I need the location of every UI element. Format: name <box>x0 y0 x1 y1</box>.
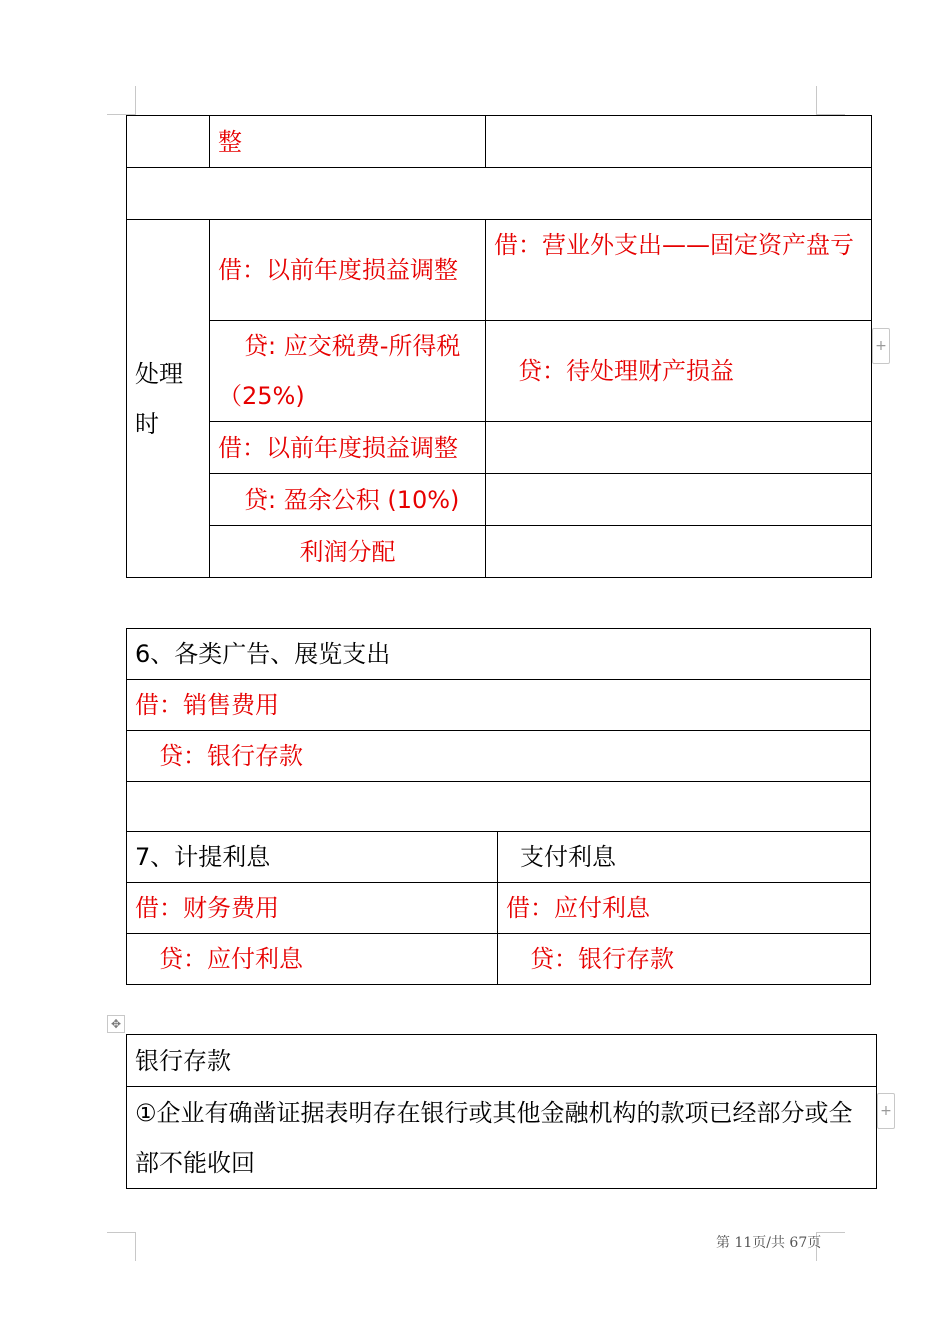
side-label: 处理时 <box>127 220 210 578</box>
table-row-content: ①企业有确凿证据表明存在银行或其他金融机构的款项已经部分或全部不能收回 <box>127 1087 877 1189</box>
crop-mark-top-left <box>107 86 136 115</box>
table-cell: 贷: 应交税费-所得税（25%) <box>210 321 486 422</box>
table-row-title: 6、各类广告、展览支出 <box>127 629 871 680</box>
accrue-interest-title: 7、计提利息 <box>127 832 498 883</box>
table-cell: 整 <box>210 116 486 168</box>
table-interest <box>126 831 871 985</box>
table-row-empty <box>127 782 871 832</box>
table-cell: 利润分配 <box>210 526 486 578</box>
move-icon[interactable]: ✥ <box>107 1015 125 1033</box>
plus-icon[interactable]: + <box>877 1093 895 1129</box>
pay-interest-title: 支付利息 <box>498 832 871 883</box>
table-bank-deposit <box>126 1034 877 1189</box>
table-row-title: 银行存款 <box>127 1035 877 1087</box>
table-row-credit: 贷：银行存款 <box>127 731 871 782</box>
table-correction-entries <box>126 115 872 578</box>
table-cell <box>486 474 872 526</box>
table-cell: 贷: 盈余公积 (10%) <box>210 474 486 526</box>
crop-mark-bottom-left <box>107 1232 136 1261</box>
accrue-debit: 借：财务费用 <box>127 883 498 934</box>
table-cell: 借：以前年度损益调整 <box>210 220 486 321</box>
accrue-credit: 贷：应付利息 <box>127 934 498 985</box>
table-cell <box>486 422 872 474</box>
table-row-debit: 借：销售费用 <box>127 680 871 731</box>
crop-mark-top-right <box>816 86 845 115</box>
table-advertising-expense <box>126 628 871 832</box>
table-cell: 贷：待处理财产损益 <box>486 321 872 422</box>
table-cell <box>486 116 872 168</box>
table-cell <box>127 168 872 220</box>
table-cell: 借：以前年度损益调整 <box>210 422 486 474</box>
page-number: 第 11页/共 67页 <box>716 1235 822 1251</box>
table-cell <box>127 116 210 168</box>
pay-credit: 贷：银行存款 <box>498 934 871 985</box>
pay-debit: 借：应付利息 <box>498 883 871 934</box>
plus-icon[interactable]: + <box>872 328 890 364</box>
table-cell <box>486 526 872 578</box>
table-cell: 借：营业外支出——固定资产盘亏 <box>486 220 872 321</box>
